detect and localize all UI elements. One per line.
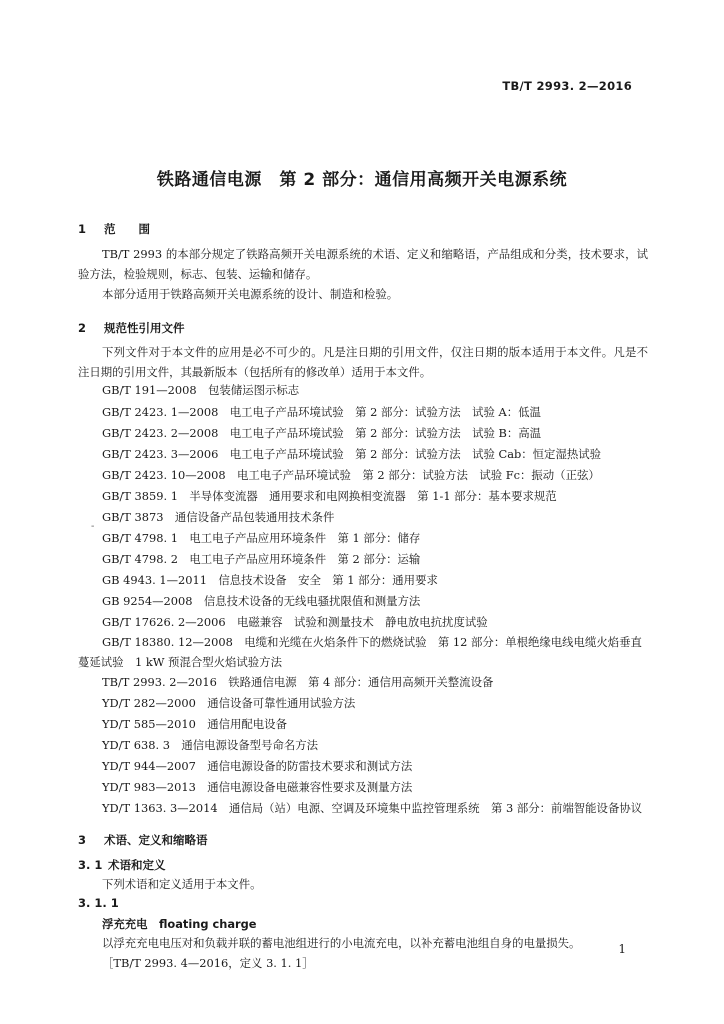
margin-mark: - [91, 521, 95, 532]
section-1-paragraph-2: 本部分适用于铁路高频开关电源系统的设计、制造和检验。 [102, 287, 399, 301]
reference-item: YD/T 638. 3 通信电源设备型号命名方法 [102, 738, 319, 752]
reference-item: GB/T 2423. 10—2008 电工电子产品环境试验 第 2 部分：试验方法 试验 Fc：振动（正弦） [102, 468, 600, 482]
page-title: 铁路通信电源 第 2 部分：通信用高频开关电源系统 [156, 170, 568, 190]
term-definition: 以浮充充电电压对和负载并联的蓄电池组进行的小电流充电，以补充蓄电池组自身的电量损失。 [102, 936, 581, 950]
reference-item: GB/T 4798. 2 电工电子产品应用环境条件 第 2 部分：运输 [102, 552, 421, 566]
reference-item: GB 9254—2008 信息技术设备的无线电骚扰限值和测量方法 [102, 594, 421, 608]
subsection-number: 3. 1 [78, 858, 103, 872]
reference-item: GB/T 4798. 1 电工电子产品应用环境条件 第 1 部分：储存 [102, 531, 421, 545]
section-number: 3 [78, 833, 87, 847]
section-2-heading [78, 320, 185, 336]
section-number: 1 [78, 222, 87, 236]
section-title: 术语、定义和缩略语 [104, 833, 208, 847]
term-source: ［TB/T 2993. 4—2016，定义 3. 1. 1］ [102, 956, 314, 970]
standard-code: TB/T 2993. 2—2016 [502, 79, 632, 93]
reference-item: YD/T 944—2007 通信电源设备的防雷技术要求和测试方法 [102, 759, 413, 773]
subsection-3-1-text: 下列术语和定义适用于本文件。 [102, 877, 262, 891]
section-2-paragraph-1: 下列文件对于本文件的应用是必不可少的。凡是注日期的引用文件，仅注日期的版本适用于本文件。凡是不注日期的引用文件，其最新版本（包括所有的修改单）适用于本文件。 [78, 345, 648, 379]
subsection-title: 术语和定义 [108, 858, 166, 872]
reference-item: TB/T 2993. 2—2016 铁路通信电源 第 4 部分：通信用高频开关整流设备 [102, 675, 494, 689]
reference-item: GB/T 2423. 2—2008 电工电子产品环境试验 第 2 部分：试验方法 试验 B：高温 [102, 426, 542, 440]
section-title: 范 围 [104, 222, 150, 236]
reference-item: YD/T 983—2013 通信电源设备电磁兼容性要求及测量方法 [102, 780, 413, 794]
reference-item: GB/T 191—2008 包装储运图示标志 [102, 383, 300, 397]
reference-item: YD/T 1363. 3—2014 通信局（站）电源、空调及环境集中监控管理系统 第 3 部分：前端智能设备协议 [102, 801, 643, 815]
section-title: 规范性引用文件 [104, 321, 185, 335]
subsection-number: 3. 1. 1 [78, 896, 119, 910]
reference-item: GB/T 2423. 1—2008 电工电子产品环境试验 第 2 部分：试验方法 试验 A：低温 [102, 405, 541, 419]
reference-item: GB/T 17626. 2—2006 电磁兼容 试验和测量技术 静电放电抗扰度试验 [102, 615, 488, 629]
section-number: 2 [78, 321, 87, 335]
section-1-heading [78, 221, 150, 237]
reference-item: GB/T 3859. 1 半导体变流器 通用要求和电网换相变流器 第 1-1 部分：基本要求规范 [102, 489, 557, 503]
subsection-3-1-1-number [78, 896, 119, 910]
reference-item: GB 4943. 1—2011 信息技术设备 安全 第 1 部分：通用要求 [102, 573, 438, 587]
term-entry: 浮充充电 floating charge [102, 917, 257, 931]
reference-item: YD/T 282—2000 通信设备可靠性通用试验方法 [102, 696, 356, 710]
section-1-paragraph-1: TB/T 2993 的本部分规定了铁路高频开关电源系统的术语、定义和缩略语，产品组成和分类，技术要求，试验方法，检验规则，标志、包装、运输和储存。 [78, 247, 648, 281]
page-number: 1 [618, 942, 626, 956]
reference-item: GB/T 18380. 12—2008 电缆和光缆在火焰条件下的燃烧试验 第 12 部分：单根绝缘电线电缆火焰垂直蔓延试验 1 kW 预混合型火焰试验方法 [78, 635, 642, 669]
subsection-3-1-heading [78, 857, 166, 873]
reference-item: GB/T 3873 通信设备产品包装通用技术条件 [102, 510, 335, 524]
reference-item: GB/T 2423. 3—2006 电工电子产品环境试验 第 2 部分：试验方法 试验 Cab：恒定湿热试验 [102, 447, 602, 461]
section-3-heading [78, 832, 208, 848]
reference-item: YD/T 585—2010 通信用配电设备 [102, 717, 287, 731]
